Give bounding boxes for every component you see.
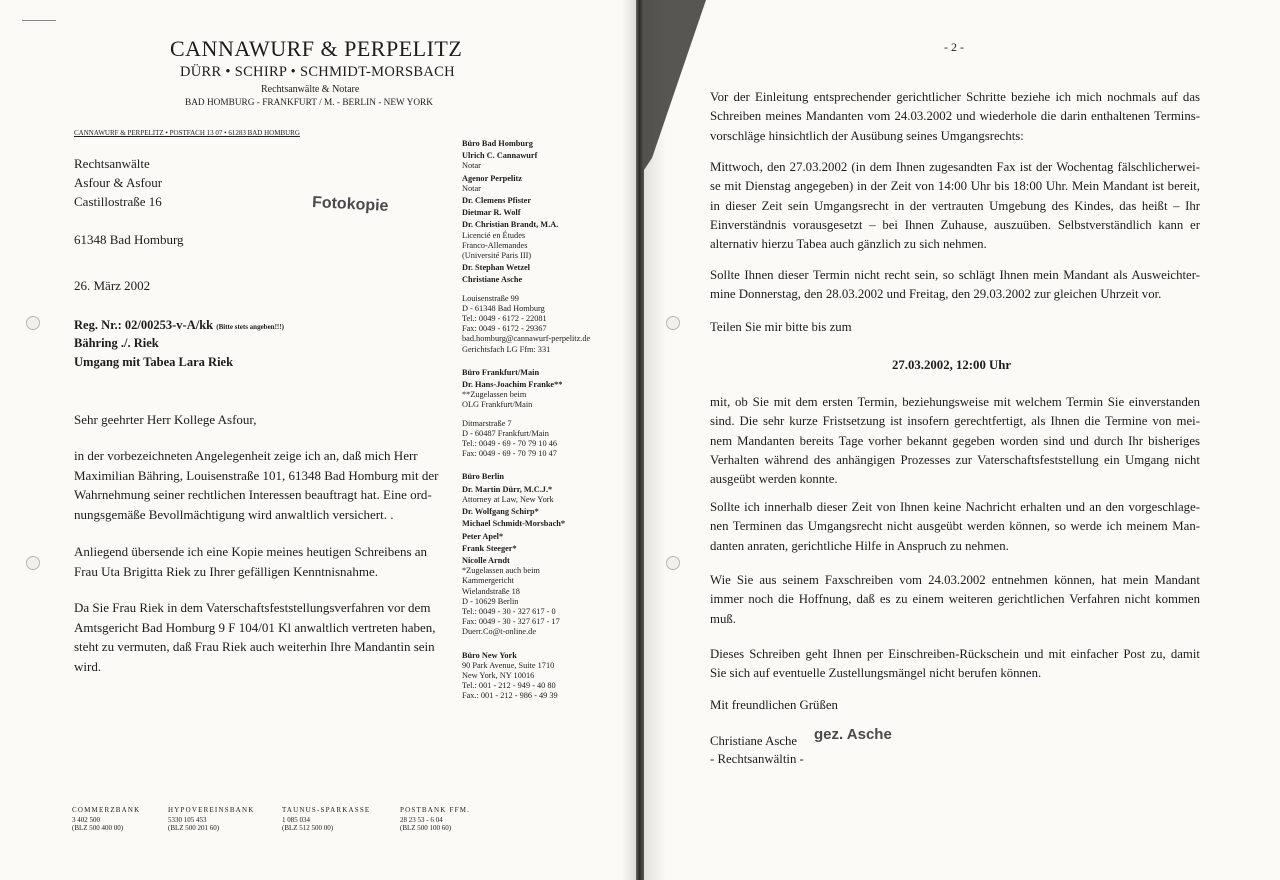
- firm-cities: BAD HOMBURG - FRANKFURT / M. - BERLIN - NEW YORK: [185, 98, 433, 108]
- lawyer-name: Dr. Martin Dürr, M.C.J.*: [462, 484, 553, 494]
- office-detail: **Zugelassen beim: [462, 390, 527, 400]
- office-heading: Büro Frankfurt/Main: [462, 367, 540, 377]
- text-line: Anliegend übersende ich eine Kopie meines heutigen Schreibens an: [74, 544, 428, 559]
- text-line: Amtsgericht Bad Homburg 9 F 104/01 Kl anwaltlich vertreten haben,: [74, 619, 436, 635]
- bank-blz: (BLZ 500 201 60): [168, 824, 220, 832]
- punch-hole: [26, 556, 40, 570]
- reg-note: (Bitte stets angeben!!!): [216, 323, 284, 331]
- text-line: Dieses Schreiben geht Ihnen per Einschreiben-Rückschein und mit einfacher Post zu, damit: [710, 647, 1200, 661]
- text-line: immer noch die Hoffnung, daß es zu einem weiteren gerichtlichen Verfahren nicht kommen: [710, 592, 1200, 607]
- text-line: sind. Die sehr kurze Fristsetzung ist insofern gerechtfertigt, als Ihnen die Termine von mei-: [710, 414, 1200, 429]
- office-heading: Büro Bad Homburg: [462, 139, 533, 148]
- bank-blz: (BLZ 500 100 60): [400, 824, 452, 832]
- text-line: nem Mandanten bereits Tage vorher bekannt gegeben worden sind und durch Ihr bisheriges: [710, 433, 1200, 448]
- sidebar-spacer: [462, 638, 622, 646]
- lawyer-name: Dr. Stephan Wetzel: [462, 263, 530, 273]
- text-line: Einverständnis vorausgesetzt – bei Ihnen Zuhause, auszuüben. Selbstverständlich kann er: [710, 217, 1200, 232]
- office-detail: Kammergericht: [462, 576, 514, 586]
- paragraph-4: [710, 318, 1200, 337]
- lawyer-name: Frank Steeger*: [462, 543, 517, 553]
- bank-postbank: [400, 806, 470, 832]
- recipient-address: [74, 154, 184, 249]
- text-line: Teilen Sie mir bitte bis zum: [710, 320, 852, 334]
- sidebar-spacer: [462, 355, 622, 363]
- bank-hypovereinsbank: [168, 806, 254, 832]
- lawyer-name: Ulrich C. Cannawurf: [462, 151, 538, 161]
- bank-commerzbank: [72, 806, 140, 832]
- office-detail: Notar: [462, 161, 481, 171]
- punch-hole: [666, 556, 680, 570]
- office-heading: Büro New York: [462, 650, 517, 660]
- signer-name: Christiane Asche: [710, 734, 798, 748]
- lawyer-name: Michael Schmidt-Morsbach*: [462, 519, 566, 529]
- office-detail: Fax.: 001 - 212 - 986 - 49 39: [462, 691, 558, 701]
- lawyer-name: Peter Apel*: [462, 531, 504, 541]
- text-line: Wie Sie aus seinem Faxschreiben vom 24.03.2002 entnehmen können, hat mein Mandant: [710, 573, 1200, 587]
- recipient-line: Asfour & Asfour: [74, 175, 163, 190]
- text-line: se mit Dienstag angegeben) in der Zeit von 14:00 Uhr bis 18:00 Uhr. Mein Mandant ist bereit,: [710, 179, 1200, 194]
- office-heading: Büro Berlin: [462, 472, 505, 482]
- firm-type: Rechtsanwälte & Notare: [261, 84, 360, 95]
- office-detail: Fax: 0049 - 69 - 70 79 10 47: [462, 449, 557, 459]
- text-line: mit, ob Sie mit dem ersten Termin, beziehungsweise mit welchem Termin Sie einverstanden: [710, 395, 1200, 409]
- bank-account: 5330 105 453: [168, 816, 207, 824]
- text-line: Verhalten während des anhängigen Prozesses zur Vaterschaftsfeststellung ein Umgang nicht: [710, 452, 1200, 467]
- office-detail: Tel.: 0049 - 69 - 70 79 10 46: [462, 439, 558, 449]
- punch-hole: [26, 316, 40, 330]
- office-detail: D - 10629 Berlin: [462, 596, 519, 606]
- office-detail: Fax: 0049 - 30 - 327 617 - 17: [462, 617, 560, 627]
- subject-line-2: Umgang mit Tabea Lara Riek: [74, 355, 234, 369]
- fotokopie-stamp: Fotokopie: [311, 194, 389, 215]
- text-line: danten anraten, gerichtliche Hilfe in Anspruch zu nehmen.: [710, 538, 1009, 553]
- office-detail: Attorney at Law, New York: [462, 494, 554, 504]
- text-line: ausgeübt werden konnte.: [710, 472, 838, 487]
- office-detail: D - 60487 Frankfurt/Main: [462, 428, 549, 438]
- paragraph-8: [710, 645, 1200, 684]
- reg-nr: Reg. Nr.: 02/00253-v-A/kk: [74, 318, 214, 332]
- office-directory: [462, 134, 622, 702]
- reference-number: [74, 318, 284, 333]
- bank-name: COMMERZBANK: [72, 806, 141, 814]
- office-detail: *Zugelassen auch beim: [462, 566, 540, 576]
- lawyer-name: Nicolle Arndt: [462, 555, 510, 565]
- office-detail: New York, NY 10016: [462, 670, 535, 680]
- office-detail: 90 Park Avenue, Suite 1710: [462, 660, 555, 670]
- bank-name: HYPOVEREINSBANK: [168, 806, 255, 814]
- lawyer-name: Dr. Hans-Joachim Franke**: [462, 380, 563, 390]
- office-detail: D - 61348 Bad Homburg: [462, 303, 545, 313]
- text-line: nen Terminen das Umgangsrecht nicht ausgeübt werden können, so werde ich meinem Man-: [710, 519, 1200, 534]
- text-line: wird.: [74, 658, 102, 674]
- text-line: Sollte ich innerhalb dieser Zeit von Ihnen keine Nachricht erhalten und an den vorgeschlage-: [710, 500, 1200, 514]
- salutation: Sehr geehrter Herr Kollege Asfour,: [74, 412, 257, 427]
- bank-account: 3 402 500: [72, 816, 100, 824]
- paragraph-7: [710, 571, 1200, 629]
- recipient-line: [74, 211, 184, 230]
- page-number: - 2 -: [944, 40, 964, 54]
- office-detail: Wielandstraße 18: [462, 586, 520, 596]
- office-detail: bad.homburg@cannawurf-perpelitz.de: [462, 334, 591, 344]
- text-line: vorschläge hinsichtlich der Ausübung seines Umgangsrechts:: [710, 128, 1024, 143]
- paragraph-1: [74, 446, 446, 524]
- letter-page-1: [0, 0, 636, 880]
- bank-blz: (BLZ 512 500 00): [282, 824, 334, 832]
- office-detail: Tel.: 0049 - 30 - 327 617 - 0: [462, 606, 556, 616]
- paragraph-2: [74, 542, 427, 581]
- text-line: alternativ hierzu Tabea auch gänzlich zu sich nehmen.: [710, 237, 987, 252]
- text-line: Mittwoch, den 27.03.2002 (in dem Ihnen zugesandten Fax ist der Wochentag fälschlicherwei-: [710, 160, 1200, 174]
- recipient-line: Rechtsanwälte: [74, 156, 150, 171]
- paragraph-1: [710, 88, 1200, 146]
- text-line: Vor der Einleitung entsprechender gerichtlicher Schritte beziehe ich mich nochmals auf das: [710, 90, 1200, 104]
- paragraph-3: [710, 266, 1200, 305]
- signature-stamp: gez. Asche: [814, 726, 892, 743]
- office-detail: Notar: [462, 183, 481, 193]
- lawyer-name: Agenor Perpelitz: [462, 173, 522, 183]
- lawyer-name: Christiane Asche: [462, 275, 523, 285]
- text-line: nungsgemäße Bevollmächtigung wird anwaltlich versichert. .: [74, 506, 394, 522]
- bank-blz: (BLZ 500 400 00): [72, 824, 124, 832]
- bank-name: POSTBANK FFM.: [400, 806, 471, 814]
- paragraph-2: [710, 158, 1200, 254]
- text-line: in dieser Zeit sein Umgangsrecht in der vertrauten Umgebung des Kindes, das heißt – Ihr: [710, 198, 1200, 213]
- text-line: muß.: [710, 611, 736, 626]
- paragraph-3: [74, 598, 436, 676]
- bank-name: TAUNUS-SPARKASSE: [282, 806, 371, 814]
- text-line: in der vorbezeichneten Angelegenheit zeige ich an, daß mich Herr: [74, 448, 418, 463]
- bank-account: 1 085 034: [282, 816, 310, 824]
- paragraph-5: [710, 393, 1200, 489]
- recipient-line: Castillostraße 16: [74, 194, 162, 209]
- bank-account: 28 23 53 - 6 04: [400, 816, 443, 824]
- office-detail: Gerichtsfach LG Ffm: 331: [462, 344, 551, 354]
- text-line: steht zu vermuten, daß Frau Riek auch weiterhin Ihre Mandantin sein: [74, 639, 435, 654]
- office-detail: Tel.: 001 - 212 - 949 - 40 80: [462, 681, 556, 691]
- text-line: Wahrnehmung seiner rechtlichen Interessen beauftragt hat. Eine ord-: [74, 487, 432, 502]
- deadline: 27.03.2002, 12:00 Uhr: [892, 358, 1012, 372]
- text-line: Frau Uta Brigitta Riek zu Ihrer gefälligen Kenntnisnahme.: [74, 563, 378, 579]
- office-detail: Franco-Allemandes: [462, 240, 528, 250]
- sidebar-spacer: [462, 411, 622, 419]
- letter-page-2: [644, 0, 1280, 880]
- signer-title: - Rechtsanwältin -: [710, 752, 804, 766]
- punch-hole: [666, 316, 680, 330]
- office-detail: Louisenstraße 99: [462, 293, 519, 303]
- text-line: Schreiben meines Mandanten vom 24.03.2002 und wiederhole die darin enthaltenen Termins-: [710, 109, 1200, 124]
- return-address: CANNAWURF & PERPELITZ • POSTFACH 13 07 • 61283 BAD HOMBURG: [74, 129, 300, 137]
- scan-mark: [22, 20, 56, 21]
- text-line: Sollte Ihnen dieser Termin nicht recht sein, so schlägt Ihnen mein Mandant als Ausweichter-: [710, 268, 1200, 282]
- text-line: Maximilian Bähring, Louisenstraße 101, 61348 Bad Homburg mit der: [74, 467, 439, 483]
- office-detail: (Université Paris III): [462, 251, 532, 261]
- lawyer-name: Dr. Clemens Pfister: [462, 196, 532, 206]
- letter-date: 26. März 2002: [74, 278, 151, 293]
- office-detail: OLG Frankfurt/Main: [462, 400, 533, 410]
- lawyer-name: Dr. Christian Brandt, M.A.: [462, 220, 559, 230]
- lawyer-name: Dr. Wolfgang Schirp*: [462, 507, 539, 517]
- office-detail: Fax: 0049 - 6172 - 29367: [462, 324, 547, 334]
- sidebar-spacer: [462, 459, 622, 467]
- office-detail: Duerr.Co@t-online.de: [462, 627, 536, 637]
- firm-name: CANNAWURF & PERPELITZ: [170, 36, 463, 61]
- text-line: Sie sich auf eventuelle Zustellungsmängel nicht berufen können.: [710, 666, 1042, 681]
- text-line: mine Donnerstag, den 28.03.2002 und Freitag, den 29.03.2002 zur gleichen Uhrzeit vor.: [710, 287, 1162, 302]
- closing: Mit freundlichen Grüßen: [710, 698, 838, 712]
- subject-line-1: Bähring ./. Riek: [74, 336, 159, 350]
- text-line: Da Sie Frau Riek in dem Vaterschaftsfeststellungsverfahren vor dem: [74, 600, 431, 615]
- lawyer-name: Dietmar R. Wolf: [462, 208, 521, 218]
- sidebar-spacer: [462, 286, 622, 294]
- firm-partners: DÜRR • SCHIRP • SCHMIDT-MORSBACH: [180, 64, 455, 80]
- office-detail: Tel.: 0049 - 6172 - 22081: [462, 314, 547, 324]
- page-gutter: [636, 0, 644, 880]
- office-detail: Ditmarstraße 7: [462, 418, 512, 428]
- office-detail: Licencié en Études: [462, 230, 526, 240]
- paragraph-6: [710, 498, 1200, 556]
- recipient-line: 61348 Bad Homburg: [74, 232, 184, 247]
- bank-taunus-sparkasse: [282, 806, 370, 832]
